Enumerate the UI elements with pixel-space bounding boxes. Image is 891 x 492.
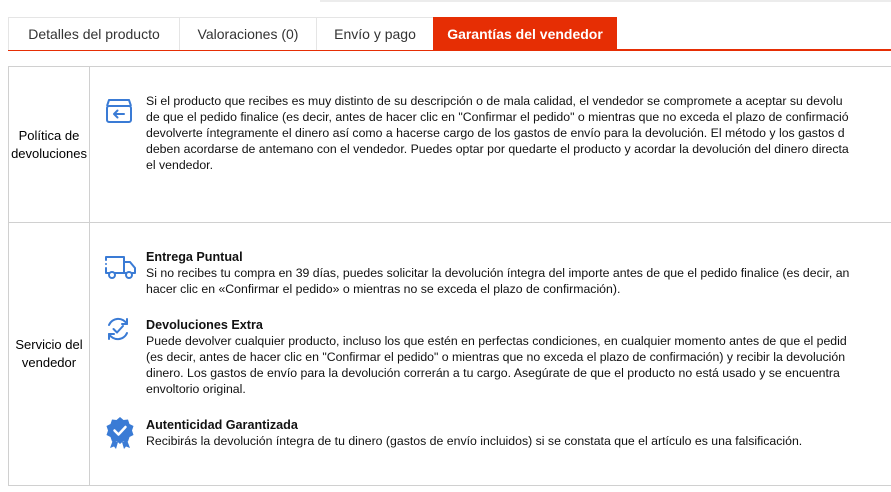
text-line: Recibirás la devolución íntegra de tu dinero (gastos de envío incluidos) si se constata que el artículo es una falsificación. xyxy=(146,434,803,448)
text-line: Si el producto que recibes es muy distinto de su descripción o de mala calidad, el vendedor se compromete a aceptar su devolu xyxy=(146,94,843,108)
tab-bar xyxy=(8,17,891,51)
seller-service-content xyxy=(90,223,891,485)
seller-service-row xyxy=(9,223,891,485)
extra-returns-title: Devoluciones Extra xyxy=(146,318,263,332)
verified-badge-icon xyxy=(104,415,136,454)
returns-policy-text xyxy=(146,93,891,173)
text-line: envoltorio original. xyxy=(146,382,246,396)
text-line: deben acordarse de antemano con el vendedor. Puedes optar por quedarte el producto y acordar la devolución del dinero directa xyxy=(146,142,849,156)
text-line: dinero. Los gastos de envío para la devolución correrán a tu cargo. Asegúrate de que el producto no está usado y se encuentra xyxy=(146,366,840,380)
top-divider xyxy=(320,0,891,2)
text-line: el vendedor. xyxy=(146,158,214,172)
tab-seller-guarantees[interactable]: Garantías del vendedor xyxy=(433,17,617,50)
delivery-truck-icon xyxy=(104,253,138,286)
guarantees-table xyxy=(8,66,891,486)
on-time-delivery-title: Entrega Puntual xyxy=(146,250,243,264)
text-line: de que el pedido finalice (es decir, antes de hacer clic en "Confirmar el pedido" o mientras que no exceda el plazo de confirmació xyxy=(146,110,849,124)
tab-reviews[interactable]: Valoraciones (0) xyxy=(179,17,317,50)
authenticity-text xyxy=(146,417,891,449)
returns-policy-row xyxy=(9,67,891,223)
text-line: (es decir, antes de hacer clic en "Confirmar el pedido" o mientras que no exceda el plazo de confirmación) y recibir la devolución xyxy=(146,350,846,364)
refresh-check-icon xyxy=(104,315,132,348)
on-time-delivery-text xyxy=(146,249,891,297)
seller-service-label: Servicio del vendedor xyxy=(9,223,90,485)
extra-returns-text xyxy=(146,317,891,397)
returns-policy-label: Política de devoluciones xyxy=(9,67,90,222)
tab-shipping-payment[interactable]: Envío y pago xyxy=(316,17,434,50)
text-line: devolverte íntegramente el dinero así como a hacerse cargo de los gastos de envío para la devolución. El método y los gastos d xyxy=(146,126,845,140)
authenticity-title: Autenticidad Garantizada xyxy=(146,418,298,432)
text-line: Puede devolver cualquier producto, incluso los que estén en perfectas condiciones, en cualquier momento antes de que el pedid xyxy=(146,334,847,348)
returns-policy-content xyxy=(90,67,891,222)
tab-product-details[interactable]: Detalles del producto xyxy=(8,17,180,50)
text-line: Si no recibes tu compra en 39 días, puedes solicitar la devolución íntegra del importe antes de que el pedido finalice (es decir, an xyxy=(146,266,850,280)
return-box-icon xyxy=(104,97,134,130)
text-line: hacer clic en «Confirmar el pedido» o mientras no se exceda el plazo de confirmación). xyxy=(146,282,621,296)
